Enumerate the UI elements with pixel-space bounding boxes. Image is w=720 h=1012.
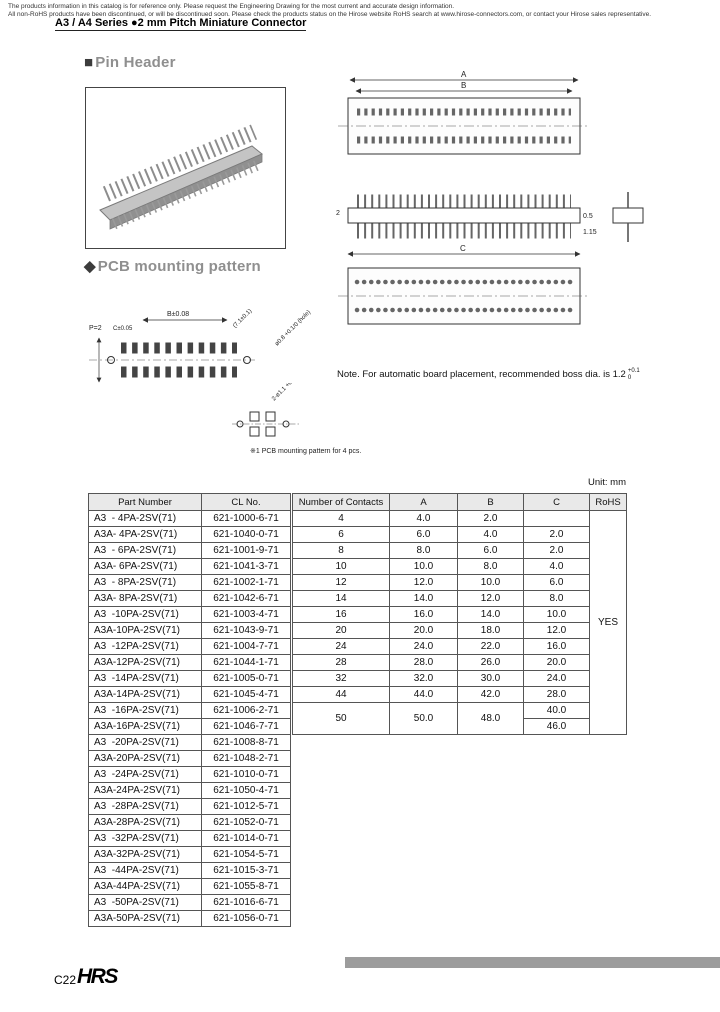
cl-no-cell: 621-1008-8-71 [202, 735, 291, 751]
table-row [89, 687, 291, 703]
dim-c-cell: 12.0 [524, 623, 590, 639]
dim-a-cell: 14.0 [390, 591, 458, 607]
col-part-number: Part Number [89, 494, 202, 511]
callout-hole-label: ø0.8 +0.1/0 (hole) [274, 309, 313, 348]
dim-b-cell: 42.0 [458, 687, 524, 703]
part-number-cell: A3 - 6PA-2SV(71) [89, 543, 202, 559]
part-number-cell: A3A-44PA-2SV(71) [89, 879, 202, 895]
part-number-cell: A3A- 6PA-2SV(71) [89, 559, 202, 575]
contacts-cell: 44 [293, 687, 390, 703]
table-row [89, 639, 291, 655]
cl-no-cell: 621-1016-6-71 [202, 895, 291, 911]
table-row [89, 831, 291, 847]
part-number-cell: A3 - 4PA-2SV(71) [89, 511, 202, 527]
rohs-cell: YES [590, 511, 627, 735]
part-number-cell: A3 -32PA-2SV(71) [89, 831, 202, 847]
cl-no-cell: 621-1056-0-71 [202, 911, 291, 927]
part-number-cell: A3A-12PA-2SV(71) [89, 655, 202, 671]
part-number-cell: A3 -50PA-2SV(71) [89, 895, 202, 911]
cl-no-cell: 621-1052-0-71 [202, 815, 291, 831]
table-row [89, 559, 291, 575]
dim-c-label: C [460, 244, 466, 253]
hrs-logo: HRS [77, 965, 117, 988]
table-row [89, 671, 291, 687]
dim-c-cell: 28.0 [524, 687, 590, 703]
table-row [89, 527, 291, 543]
cl-no-cell: 621-1046-7-71 [202, 719, 291, 735]
cl-no-cell: 621-1041-3-71 [202, 559, 291, 575]
cl-no-cell: 621-1042-6-71 [202, 591, 291, 607]
pcb-pattern-4pcs-drawing [228, 383, 343, 447]
table-row [89, 719, 291, 735]
table-row [89, 703, 291, 719]
cl-no-cell: 621-1054-5-71 [202, 847, 291, 863]
table-row [89, 799, 291, 815]
part-number-cell: A3A-32PA-2SV(71) [89, 847, 202, 863]
table-row [89, 575, 291, 591]
section-pin-header-label: Pin Header [95, 54, 176, 71]
pin-header-3d-drawing [86, 88, 285, 248]
table-row [89, 879, 291, 895]
pin-header-dimension-drawing [330, 70, 710, 340]
table-row [89, 591, 291, 607]
dim-b-cell: 4.0 [458, 527, 524, 543]
col-cl-no: CL No. [202, 494, 291, 511]
dim-a-label: A [461, 70, 467, 79]
disclaimer-line-1: The products information in this catalog is for reference only. Please request the Engineering Drawing for the most current and accurate design information. [8, 3, 455, 10]
part-number-cell: A3A-50PA-2SV(71) [89, 911, 202, 927]
part-number-cell: A3A-14PA-2SV(71) [89, 687, 202, 703]
note-body: Note. For automatic board placement, recommended boss dia. is 1.2 [337, 369, 626, 381]
contacts-cell: 16 [293, 607, 390, 623]
section-pcb-pattern-label: PCB mounting pattern [97, 258, 261, 275]
part-number-cell: A3A-20PA-2SV(71) [89, 751, 202, 767]
footer-bar [345, 957, 720, 968]
table-row [89, 815, 291, 831]
dim-c-cell: 2.0 [524, 527, 590, 543]
part-number-cell: A3A-24PA-2SV(71) [89, 783, 202, 799]
part-number-cell: A3 -24PA-2SV(71) [89, 767, 202, 783]
cl-no-cell: 621-1003-4-71 [202, 607, 291, 623]
diamond-bullet-icon: ◆ [84, 258, 96, 275]
cl-no-cell: 621-1000-6-71 [202, 511, 291, 527]
cl-no-cell: 621-1040-0-71 [202, 527, 291, 543]
dim-c-cell: 4.0 [524, 559, 590, 575]
dim-b-cell: 2.0 [458, 511, 524, 527]
cl-no-cell: 621-1005-0-71 [202, 671, 291, 687]
dim-c-cell: 2.0 [524, 543, 590, 559]
side-view [613, 192, 643, 242]
part-number-cell: A3A-16PA-2SV(71) [89, 719, 202, 735]
table-header-row [293, 494, 627, 511]
contacts-cell: 20 [293, 623, 390, 639]
table-row [89, 863, 291, 879]
note-text [337, 368, 640, 381]
cl-no-cell: 621-1002-1-71 [202, 575, 291, 591]
dim-b-label: B [461, 81, 467, 90]
cl-no-cell: 621-1048-2-71 [202, 751, 291, 767]
callout-boss-label: 2-ø1.1 +0.1/0 [271, 383, 301, 403]
contacts-cell: 50 [293, 703, 390, 735]
part-number-cell: A3A- 8PA-2SV(71) [89, 591, 202, 607]
cl-no-cell: 621-1001-9-71 [202, 543, 291, 559]
dim-b-cell: 26.0 [458, 655, 524, 671]
part-number-cell: A3 -10PA-2SV(71) [89, 607, 202, 623]
dim-115-label: 1.15 [583, 229, 597, 236]
table-row [89, 783, 291, 799]
table-row [293, 511, 627, 527]
cl-no-cell: 621-1004-7-71 [202, 639, 291, 655]
table-row [89, 911, 291, 927]
dim-b-cell: 22.0 [458, 639, 524, 655]
disclaimer-line-2: All non-RoHS products have been discontinued, or will be discontinued soon. Please check the products status on the Hirose website RoHS search at www.hirose-connectors.com, or contact your Hirose sales representative. [8, 11, 652, 18]
page-title: A3 / A4 Series ●2 mm Pitch Miniature Connector [55, 17, 307, 29]
col-c: C [524, 494, 590, 511]
cl-no-cell: 621-1045-4-71 [202, 687, 291, 703]
dim-a-cell: 44.0 [390, 687, 458, 703]
part-number-cell: A3 -28PA-2SV(71) [89, 799, 202, 815]
part-number-cell: A3 -20PA-2SV(71) [89, 735, 202, 751]
dim-b-cell: 18.0 [458, 623, 524, 639]
contacts-cell: 28 [293, 655, 390, 671]
square-bullet-icon: ■ [84, 54, 94, 71]
col-a: A [390, 494, 458, 511]
table-row [89, 543, 291, 559]
bottom-view [338, 268, 590, 324]
contacts-cell: 12 [293, 575, 390, 591]
dim-b-cell: 10.0 [458, 575, 524, 591]
cl-no-cell: 621-1006-2-71 [202, 703, 291, 719]
callout-71-label: (7.1±0.1) [232, 308, 254, 330]
table-header-row [89, 494, 291, 511]
pin-header-photo [85, 87, 286, 249]
cl-no-cell: 621-1010-0-71 [202, 767, 291, 783]
table-row [89, 655, 291, 671]
dim-c-cell: 24.0 [524, 671, 590, 687]
note-tolerance: +0.1 0 [627, 368, 640, 381]
dim-a-cell: 4.0 [390, 511, 458, 527]
b-tol-label: B±0.08 [167, 311, 190, 318]
dim-a-cell: 24.0 [390, 639, 458, 655]
pad-pattern [89, 338, 255, 382]
dim-c-cell: 8.0 [524, 591, 590, 607]
dim-b-cell: 12.0 [458, 591, 524, 607]
part-number-cell: A3A-28PA-2SV(71) [89, 815, 202, 831]
contacts-cell: 8 [293, 543, 390, 559]
col-contacts: Number of Contacts [293, 494, 390, 511]
table-row [89, 847, 291, 863]
dim-a-cell: 28.0 [390, 655, 458, 671]
table-row [89, 751, 291, 767]
dim-b-cell: 8.0 [458, 559, 524, 575]
dim-c-cell: 6.0 [524, 575, 590, 591]
dim-a-cell: 32.0 [390, 671, 458, 687]
dim-a-cell: 16.0 [390, 607, 458, 623]
dim-c-cell [524, 511, 590, 527]
page-number: C22 [54, 973, 77, 987]
dim-b-cell: 6.0 [458, 543, 524, 559]
section-pin-header [84, 54, 176, 71]
pad-pattern-4pcs [232, 412, 300, 436]
dim-a-cell: 6.0 [390, 527, 458, 543]
dim-a-cell: 20.0 [390, 623, 458, 639]
cl-no-cell: 621-1014-0-71 [202, 831, 291, 847]
dim-b-cell: 14.0 [458, 607, 524, 623]
dim-b-cell: 48.0 [458, 703, 524, 735]
section-pcb-pattern [84, 257, 261, 275]
cl-no-cell: 621-1043-9-71 [202, 623, 291, 639]
contacts-cell: 6 [293, 527, 390, 543]
contacts-cell: 4 [293, 511, 390, 527]
cl-no-cell: 621-1055-8-71 [202, 879, 291, 895]
top-view [338, 98, 590, 154]
dim-2-label: 2 [336, 210, 340, 217]
part-number-cell: A3 -16PA-2SV(71) [89, 703, 202, 719]
dim-05-label: 0.5 [583, 213, 593, 220]
contacts-cell: 10 [293, 559, 390, 575]
dim-c-cell: 46.0 [524, 719, 590, 735]
dim-a-cell: 10.0 [390, 559, 458, 575]
part-number-cell: A3 -44PA-2SV(71) [89, 863, 202, 879]
dim-c-cell: 10.0 [524, 607, 590, 623]
table-row [89, 607, 291, 623]
col-rohs: RoHS [590, 494, 627, 511]
pcb-pattern-caption: ※1 PCB mounting pattern for 4 pcs. [250, 448, 362, 455]
cl-no-cell: 621-1012-5-71 [202, 799, 291, 815]
c-tol-label: C±0.05 [113, 326, 133, 332]
dim-a-cell: 8.0 [390, 543, 458, 559]
contacts-cell: 14 [293, 591, 390, 607]
cl-no-cell: 621-1050-4-71 [202, 783, 291, 799]
table-row [89, 623, 291, 639]
table-row [89, 767, 291, 783]
cl-no-cell: 621-1015-3-71 [202, 863, 291, 879]
unit-label: Unit: mm [588, 477, 626, 488]
part-number-cell: A3 -12PA-2SV(71) [89, 639, 202, 655]
dim-a-cell: 12.0 [390, 575, 458, 591]
dim-a-cell: 50.0 [390, 703, 458, 735]
table-row [89, 511, 291, 527]
part-number-cell: A3A- 4PA-2SV(71) [89, 527, 202, 543]
pitch-label: P=2 [89, 325, 102, 332]
dim-c-cell: 40.0 [524, 703, 590, 719]
parts-table-left [88, 493, 291, 927]
dim-c-cell: 20.0 [524, 655, 590, 671]
dim-c-cell: 16.0 [524, 639, 590, 655]
parts-table-right [292, 493, 627, 735]
parts-table-left-body [89, 511, 291, 927]
part-number-cell: A3 -14PA-2SV(71) [89, 671, 202, 687]
parts-table-right-body [293, 511, 627, 735]
table-row [89, 895, 291, 911]
table-row [89, 735, 291, 751]
contacts-cell: 24 [293, 639, 390, 655]
cl-no-cell: 621-1044-1-71 [202, 655, 291, 671]
contacts-cell: 32 [293, 671, 390, 687]
part-number-cell: A3A-10PA-2SV(71) [89, 623, 202, 639]
dim-b-cell: 30.0 [458, 671, 524, 687]
part-number-cell: A3 - 8PA-2SV(71) [89, 575, 202, 591]
col-b: B [458, 494, 524, 511]
